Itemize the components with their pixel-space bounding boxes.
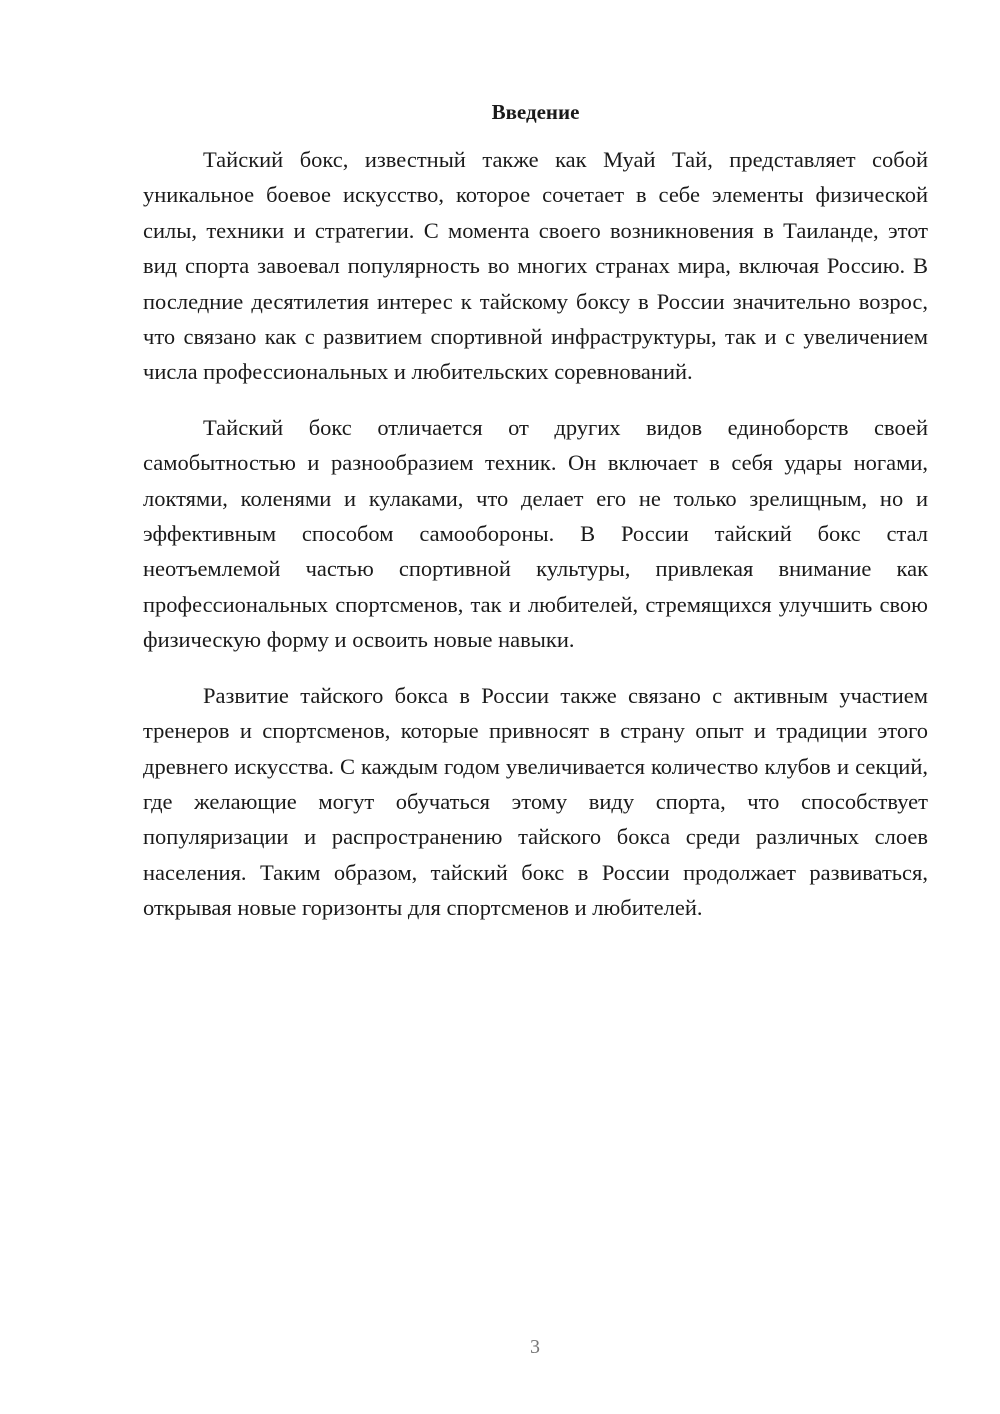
section-heading: Введение <box>491 100 580 124</box>
paragraph-3: Развитие тайского бокса в России также связано с активным участием тренеров и спортсменов, которые привносят в страну опыт и традиции этого древнего искусства. С каждым годом увеличивается количество клубов и секций, где желающие могут обучаться этому виду спорта, что способствует популяризации и распространению тайского бокса среди различных слоев населения. Таким образом, тайский бокс в России продолжает развиваться, открывая новые горизонты для спортсменов и любителей. <box>143 682 928 921</box>
paragraph-1: Тайский бокс, известный также как Муай Тай, представляет собой уникальное боевое искусство, которое сочетает в себе элементы физической силы, техники и стратегии. С момента своего возникновения в Таиланде, этот вид спорта завоевал популярность во многих странах мира, включая Россию. В последние десятилетия интерес к тайскому боксу в России значительно возрос, что связано как с развитием спортивной инфраструктуры, так и с увеличением числа профессиональных и любительских соревнований. <box>143 147 928 385</box>
body-text <box>143 142 928 926</box>
paragraph-2: Тайский бокс отличается от других видов единоборств своей самобытностью и разнообразием техник. Он включает в себя удары ногами, локтями, коленями и кулаками, что делает его не только зрелищным, но и эффективным способом самообороны. В России тайский бокс стал неотъемлемой частью спортивной культуры, привлекая внимание как профессиональных спортсменов, так и любителей, стремящихся улучшить свою физическую форму и освоить новые навыки. <box>143 414 928 653</box>
page-number: 3 <box>530 1336 540 1358</box>
